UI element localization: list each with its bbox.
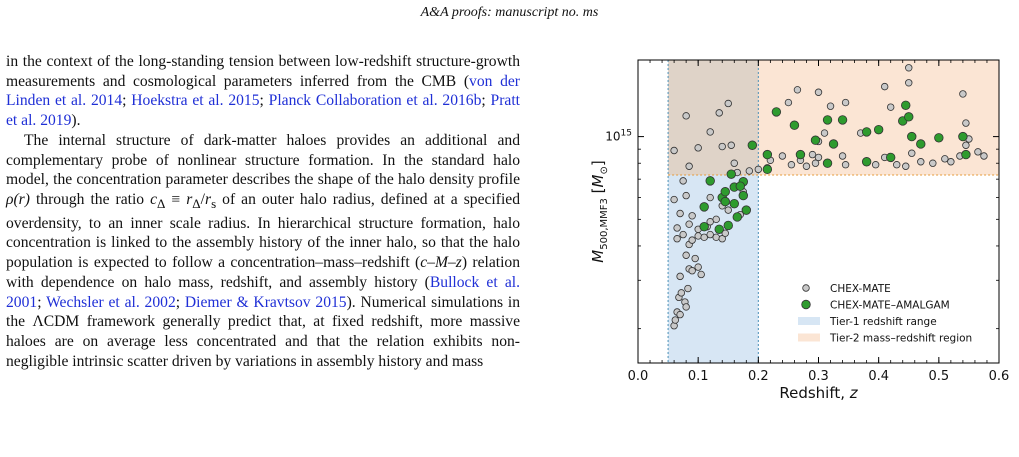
data-point	[908, 150, 915, 157]
data-point	[755, 166, 762, 173]
data-point	[674, 235, 681, 242]
data-point	[677, 311, 684, 318]
data-point	[842, 161, 849, 168]
mass-redshift-scatter-plot	[570, 52, 1019, 457]
citation-link[interactable]: von der Linden et al. 2014	[6, 72, 520, 110]
data-point	[686, 163, 693, 170]
data-point	[881, 83, 888, 90]
data-point	[713, 234, 720, 241]
data-point	[683, 252, 690, 259]
data-point	[695, 233, 702, 240]
data-point	[695, 264, 702, 271]
data-point	[677, 273, 684, 280]
data-point	[724, 221, 733, 230]
data-point	[893, 161, 900, 168]
legend-swatch	[798, 317, 820, 325]
data-point	[731, 160, 738, 167]
data-point	[790, 121, 799, 130]
data-point	[698, 271, 705, 278]
axis-symbol: M	[589, 174, 607, 188]
data-point	[695, 145, 702, 152]
data-point	[689, 267, 696, 274]
data-point	[862, 157, 871, 166]
figure-mass-redshift	[570, 52, 1019, 457]
legend-label: Tier-1 redshift range	[830, 316, 937, 328]
data-point	[728, 142, 735, 149]
axis-symbol: z	[849, 384, 858, 402]
data-point	[746, 168, 753, 175]
data-point	[902, 163, 909, 170]
math-symbol: ρ(r)	[6, 190, 30, 208]
data-point	[815, 89, 822, 96]
data-point	[803, 163, 810, 170]
data-point	[671, 147, 678, 154]
citation-link[interactable]: Bullock et al. 2001	[6, 273, 520, 311]
data-point	[796, 150, 805, 159]
x-axis-label: Redshift, z	[779, 384, 858, 402]
data-point	[683, 192, 690, 199]
data-point	[706, 177, 715, 186]
data-point	[689, 237, 696, 244]
data-point	[686, 221, 693, 228]
data-point	[905, 79, 912, 86]
data-point	[700, 203, 709, 212]
data-point	[736, 182, 745, 191]
data-point	[683, 304, 690, 311]
data-point	[821, 130, 828, 137]
data-point	[719, 143, 726, 150]
subscript: ⊙	[599, 166, 610, 175]
data-point	[905, 64, 912, 71]
bracket: [	[589, 187, 607, 199]
data-point	[981, 153, 988, 160]
subscript: Δ	[192, 196, 201, 212]
subscript: 500,MMF3	[599, 198, 610, 250]
data-point	[727, 170, 736, 179]
subscript: s	[211, 196, 217, 212]
x-tick-label: 0.0	[627, 369, 649, 384]
data-point	[772, 108, 781, 117]
data-point	[689, 212, 696, 219]
x-tick-label: 0.4	[868, 369, 890, 384]
data-point	[716, 110, 723, 117]
axis-symbol: M	[589, 249, 607, 263]
data-point	[975, 149, 982, 156]
data-point	[739, 191, 748, 200]
data-point	[815, 154, 822, 161]
y-axis-label	[589, 160, 610, 262]
data-point	[671, 196, 678, 203]
math-symbol: c	[150, 190, 158, 208]
data-point	[742, 206, 751, 215]
data-point	[730, 199, 739, 208]
x-tick-label: 0.3	[808, 369, 829, 384]
data-point	[707, 194, 714, 201]
data-point	[809, 151, 816, 158]
data-point	[794, 87, 801, 94]
data-point	[721, 187, 730, 196]
data-point	[963, 142, 970, 149]
running-header: A&A proofs: manuscript no. ms	[420, 5, 599, 20]
data-point	[874, 125, 883, 134]
data-point	[785, 99, 792, 106]
math-symbol: c–M–z	[420, 254, 462, 272]
data-point	[842, 99, 849, 106]
x-tick-label: 0.6	[988, 369, 1010, 384]
data-point	[685, 285, 692, 292]
data-point	[707, 129, 714, 136]
legend-label: CHEX-MATE–AMALGAM	[830, 299, 950, 312]
data-point	[748, 141, 757, 150]
data-point	[672, 317, 679, 324]
data-point	[917, 158, 924, 165]
legend-marker	[803, 285, 810, 292]
data-point	[886, 153, 895, 162]
citation-link[interactable]: Wechsler et al. 2002	[46, 293, 176, 311]
legend-label: Tier-2 mass–redshift region	[830, 332, 973, 345]
data-point	[674, 225, 681, 232]
data-point	[701, 234, 708, 241]
data-point	[680, 231, 687, 238]
data-point	[763, 150, 772, 159]
data-point	[721, 197, 730, 206]
data-point	[677, 210, 684, 217]
data-point	[829, 140, 838, 149]
data-point	[963, 120, 970, 127]
y-tick-label: $10^{15}$	[605, 128, 632, 144]
data-point	[779, 153, 786, 160]
data-point	[733, 213, 742, 222]
bracket: ]	[589, 160, 607, 167]
data-point	[678, 290, 685, 297]
data-point	[823, 159, 832, 168]
data-point	[788, 161, 795, 168]
data-point	[683, 113, 690, 120]
data-point	[960, 91, 967, 98]
data-point	[935, 133, 944, 142]
paragraph: The internal structure of dark-matter haloes provides an additional and complementary probe of nonlinear structure formation. In the standard halo model, the concentration parameter describes the shape of the halo density profile ρ(r) through the ratio $c_\Delta \equiv r_\Delta/r_s$ of an outer halo radius, defined at a specified overdensity, to an inner scale radius. In hierarchical structure formation, halo concentration is linked to the assembly history of the inner halo, so that the halo population is expected to follow a concentration–mass–redshift (c–M–z) relation with dependence on halo mass, redshift, and assembly history (Bullock et al. 2001; Wechsler et al. 2002; Diemer & Kravtsov 2015). Numerical simulations in the ΛCDM framework generally predict that, at fixed redshift, more massive haloes are on average less concentrated and that the relation exhibits non-negligible intrinsic scatter driven by variations in assembly history and mass	[6, 131, 521, 370]
data-point	[862, 128, 871, 137]
data-point	[811, 136, 820, 145]
x-tick-label: 0.2	[747, 369, 769, 384]
x-tick-label: 0.5	[928, 369, 950, 384]
data-point	[692, 255, 699, 262]
citation-link[interactable]: Planck Collaboration et al. 2016b	[268, 92, 482, 110]
data-point	[916, 140, 925, 149]
data-point	[901, 101, 910, 110]
body-text-column	[6, 52, 520, 371]
data-point	[887, 104, 894, 111]
citation-link[interactable]: Diemer & Kravtsov 2015	[184, 293, 347, 311]
data-point	[962, 150, 971, 159]
data-point	[872, 161, 879, 168]
data-point	[715, 225, 724, 234]
data-point	[700, 222, 709, 231]
data-point	[930, 160, 937, 167]
data-point	[839, 153, 846, 160]
legend-marker	[802, 300, 811, 309]
legend-swatch	[798, 334, 820, 342]
x-tick-label: 0.1	[687, 369, 709, 384]
citation-link[interactable]: Pratt et al. 2019	[6, 92, 520, 130]
data-point	[707, 231, 714, 238]
citation-link[interactable]: Hoekstra et al. 2015	[131, 92, 260, 110]
superscript: 15	[620, 128, 632, 139]
paragraph: in the context of the long-standing tension between low-redshift structure-growth measurements and cosmological parameters inferred from the CMB (von der Linden et al. 2014; Hoekstra et al. 2015; Planck Collaboration et al. 2016b; Pratt et al. 2019).	[6, 53, 520, 130]
data-point	[823, 116, 832, 125]
data-point	[763, 165, 772, 174]
data-point	[904, 113, 913, 122]
math-symbol: r	[186, 190, 193, 208]
data-point	[838, 116, 847, 125]
tier-overlap-region	[668, 60, 758, 175]
data-point	[725, 207, 732, 214]
math-symbol: r	[205, 190, 212, 208]
subscript: Δ	[157, 196, 166, 212]
data-point	[942, 156, 949, 163]
data-point	[827, 103, 834, 110]
data-point	[959, 132, 968, 141]
data-point	[680, 178, 687, 185]
data-point	[948, 158, 955, 165]
data-point	[907, 132, 916, 141]
legend-label: CHEX-MATE	[830, 283, 891, 295]
data-point	[725, 100, 732, 107]
data-point	[713, 216, 720, 223]
